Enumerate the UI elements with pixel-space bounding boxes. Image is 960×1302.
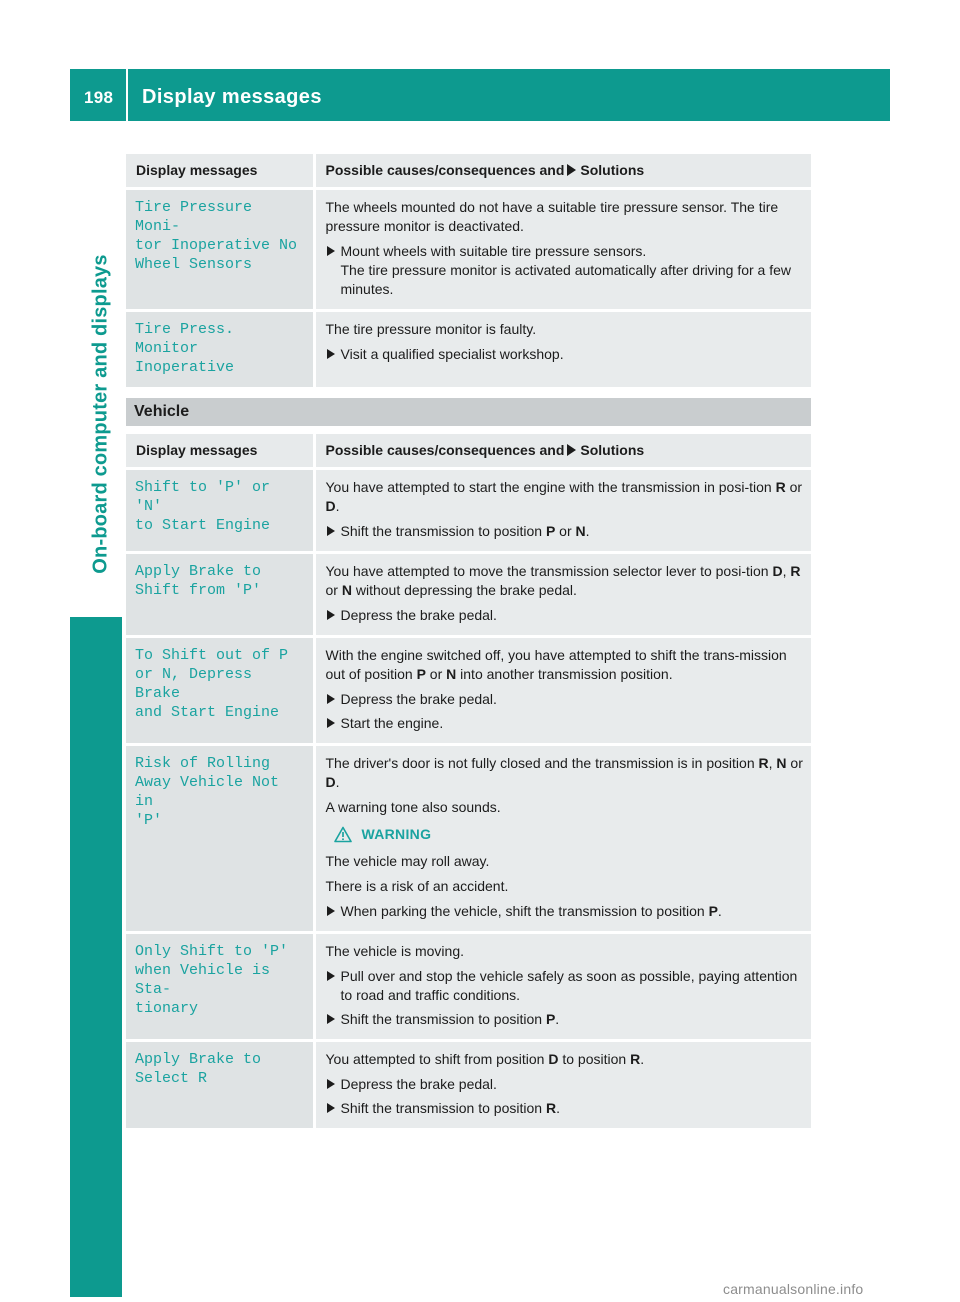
page-header [70,69,890,121]
display-message-code: Tire Press. Monitor Inoperative [135,321,235,376]
col-header-causes-text: Possible causes/consequences and [325,442,565,458]
solution-step: Depress the brake pedal. [326,1075,804,1094]
solution-cell [314,189,811,311]
header-divider [126,69,128,121]
solution-step-text: Mount wheels with suitable tire pressure sensors. [340,243,647,259]
display-message-cell [126,745,314,933]
display-message-cell [126,553,314,637]
solution-cell [314,1041,811,1130]
section-title: Vehicle [134,403,190,420]
display-message-cell [126,469,314,553]
cause-text: You attempted to shift from position D to position R. [325,1051,645,1067]
side-chapter-text: On-board computer and displays [89,254,112,574]
table-row [126,745,811,933]
arrow-right-icon [567,444,576,456]
display-message-code: Shift to 'P' or 'N' to Start Engine [135,479,271,534]
table-row [126,553,811,637]
cause-text: The wheels mounted do not have a suitable tire pressure sensor. The tire pressure monitor is deactivated. [325,199,779,234]
solution-step: Pull over and stop the vehicle safely as soon as possible, paying attention to road and traffic conditions. [326,967,804,1005]
table-row [126,311,811,389]
solution-cell [314,637,811,745]
solution-step: Start the engine. [326,714,804,733]
table-row [126,933,811,1041]
display-message-cell [126,933,314,1041]
display-message-cell [126,189,314,311]
solution-cell [314,311,811,389]
col-header-solutions-text: Solutions [580,442,645,458]
warning-label: WARNING [361,826,432,842]
warning-text: The vehicle may roll away. [325,853,490,869]
tire-messages-table [126,154,811,390]
display-message-code: To Shift out of P or N, Depress Brake and Start Engine [135,647,289,721]
solution-cell [314,553,811,637]
display-message-cell [126,637,314,745]
table-row [126,469,811,553]
solution-cell [314,933,811,1041]
cause-text: You have attempted to move the transmission selector lever to posi-tion D, R or N without depressing the brake pedal. [325,563,801,598]
col-header-display-messages: Display messages [126,434,314,469]
solution-step: Shift the transmission to position P or N. [326,522,804,541]
table-row [126,637,811,745]
cause-text: The driver's door is not fully closed and the transmission is in position R, N or D. [325,755,803,790]
warning-text: There is a risk of an accident. [325,878,509,894]
table-row [126,1041,811,1130]
display-message-cell [126,311,314,389]
col-header-solutions-text: Solutions [580,162,645,178]
page-number: 198 [84,88,114,107]
solution-step: Shift the transmission to position R. [326,1099,804,1118]
solution-step [326,242,804,299]
solution-step-note: The tire pressure monitor is activated automatically after driving for a few minutes. [340,262,792,297]
col-header-causes-text: Possible causes/consequences and [325,162,565,178]
arrow-right-icon [567,164,576,176]
side-tab-block [70,617,122,1297]
section-heading-bar [126,398,811,426]
warning-heading [334,825,804,844]
display-message-cell [126,1041,314,1130]
table-header-row [126,434,811,469]
cause-note: A warning tone also sounds. [325,799,501,815]
table-row [126,189,811,311]
vehicle-messages-table [126,434,811,1131]
col-header-causes-solutions [314,154,811,189]
display-message-code: Risk of Rolling Away Vehicle Not in 'P' [135,755,280,829]
watermark-text: carmanualsonline.info [723,1281,864,1297]
display-message-code: Apply Brake to Shift from 'P' [135,563,262,599]
solution-step: Visit a qualified specialist workshop. [326,345,804,364]
col-header-display-messages: Display messages [126,154,314,189]
side-chapter-label [88,224,114,604]
display-message-code: Apply Brake to Select R [135,1051,262,1087]
cause-text: With the engine switched off, you have attempted to shift the trans-mission out of position P or N into another transmission position. [325,647,787,682]
warning-triangle-icon [334,826,352,843]
display-message-code: Tire Pressure Moni‐ tor Inoperative No Wheel Sensors [135,199,298,273]
solution-step: Depress the brake pedal. [326,690,804,709]
cause-text: The vehicle is moving. [325,943,465,959]
solution-cell [314,469,811,553]
page-title: Display messages [142,86,322,108]
display-message-code: Only Shift to 'P' when Vehicle is Sta‐ tionary [135,943,289,1017]
table-header-row [126,154,811,189]
solution-step: Shift the transmission to position P. [326,1010,804,1029]
cause-text: You have attempted to start the engine with the transmission in posi-tion R or D. [325,479,803,514]
solution-cell [314,745,811,933]
solution-step: When parking the vehicle, shift the transmission to position P. [326,902,804,921]
solution-step: Depress the brake pedal. [326,606,804,625]
cause-text: The tire pressure monitor is faulty. [325,321,537,337]
col-header-causes-solutions [314,434,811,469]
